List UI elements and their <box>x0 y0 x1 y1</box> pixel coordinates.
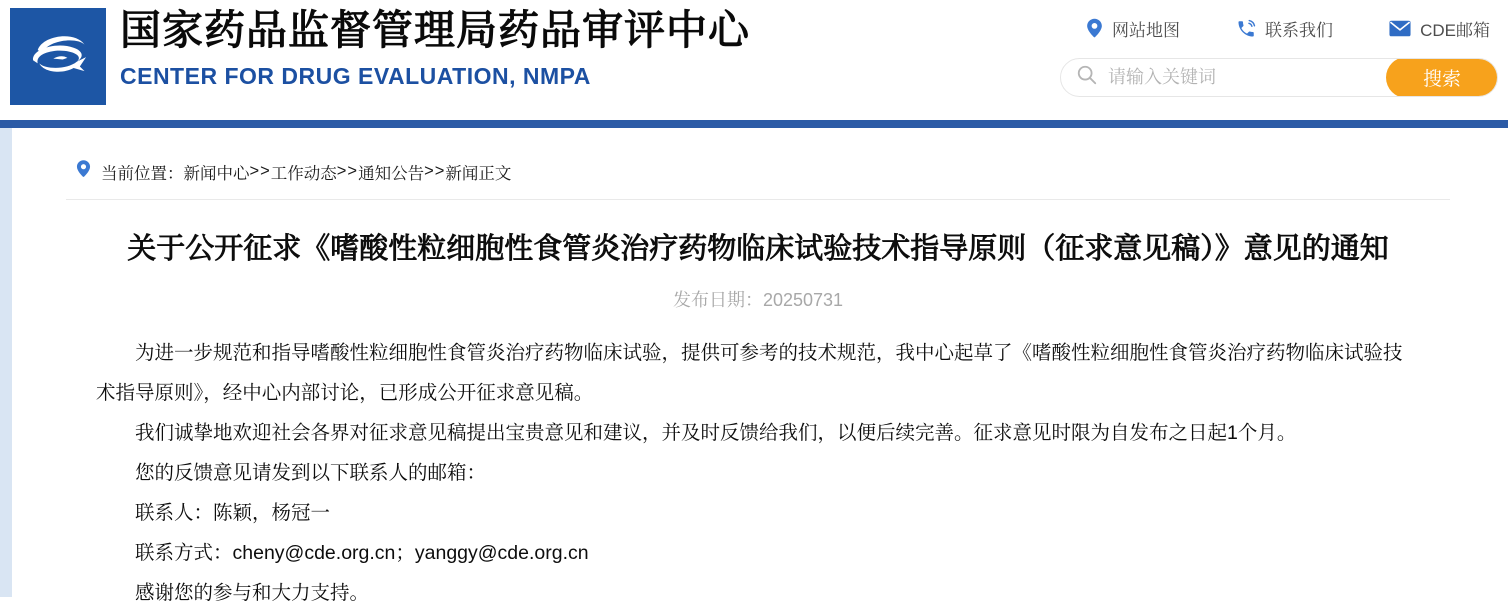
publish-date <box>66 286 1450 312</box>
contact-us-link[interactable] <box>1236 16 1333 41</box>
site-header <box>0 0 1508 120</box>
article-title: 关于公开征求《嗜酸性粒细胞性食管炎治疗药物临床试验技术指导原则（征求意见稿）》意见的通知 <box>127 233 1389 265</box>
location-pin-icon <box>1086 18 1103 39</box>
sitemap-link-label: 网站地图 <box>1112 21 1180 40</box>
breadcrumb-pin-icon <box>76 159 91 184</box>
site-title-chinese: 国家药品监督管理局药品审评中心 <box>120 7 750 53</box>
breadcrumb-item-news-center[interactable]: 新闻中心 <box>183 164 250 183</box>
breadcrumb-separator: >> <box>424 162 446 180</box>
sitemap-link[interactable] <box>1086 16 1180 41</box>
search-input[interactable] <box>1098 67 1386 88</box>
article-paragraph-thanks: 感谢您的参与和大力支持。 <box>135 581 370 604</box>
main-area <box>0 128 1508 604</box>
breadcrumb <box>66 128 1450 200</box>
article-paragraph: 为进一步规范和指导嗜酸性粒细胞性食管炎治疗药物临床试验，提供可参考的技术规范，我中心起草了《嗜酸性粒细胞性食管炎治疗药物临床试验技术指导原则》，经中心内部讨论，已形成公开征求意见稿。 <box>96 341 1403 404</box>
cde-logo[interactable] <box>10 8 106 105</box>
breadcrumb-item-work-updates[interactable]: 工作动态 <box>270 164 337 183</box>
contact-us-link-label: 联系我们 <box>1265 21 1334 40</box>
breadcrumb-item-notices[interactable]: 通知公告 <box>358 164 425 183</box>
article-paragraph: 我们诚挚地欢迎社会各界对征求意见稿提出宝贵意见和建议，并及时反馈给我们，以便后续完善。征求意见时限为自发布之日起1个月。 <box>135 421 1297 444</box>
quick-links <box>1060 12 1498 41</box>
breadcrumb-separator: >> <box>336 162 359 180</box>
site-titles <box>120 6 750 90</box>
search-button[interactable]: 搜索 <box>1386 58 1498 97</box>
site-title-english: CENTER FOR DRUG EVALUATION, NMPA <box>120 63 591 90</box>
breadcrumb-path <box>101 160 511 184</box>
header-right <box>1060 12 1498 97</box>
article-paragraph-emails: 联系方式：cheny@cde.org.cn；yanggy@cde.org.cn <box>135 541 589 564</box>
cde-mailbox-link[interactable] <box>1389 16 1490 41</box>
content-container <box>0 128 1508 613</box>
breadcrumb-prefix: 当前位置： <box>101 164 184 183</box>
search-icon <box>1076 64 1098 91</box>
breadcrumb-item-current-article: 新闻正文 <box>445 164 512 183</box>
envelope-icon <box>1389 20 1411 37</box>
breadcrumb-separator: >> <box>249 162 271 180</box>
cde-mailbox-link-label: CDE邮箱 <box>1420 21 1490 40</box>
publish-date-value: 20250731 <box>762 289 844 310</box>
article-paragraph-contacts: 联系人：陈颖，杨冠一 <box>135 501 331 524</box>
phone-icon <box>1236 19 1256 39</box>
header-divider-bar <box>0 120 1508 128</box>
article-paragraph: 您的反馈意见请发到以下联系人的邮箱： <box>135 461 487 484</box>
publish-date-label: 发布日期： <box>672 289 763 310</box>
left-edge-stripe <box>0 128 12 597</box>
search-bar <box>1060 58 1498 97</box>
cde-logo-swoosh-icon <box>19 15 97 98</box>
article-body <box>96 333 1418 613</box>
